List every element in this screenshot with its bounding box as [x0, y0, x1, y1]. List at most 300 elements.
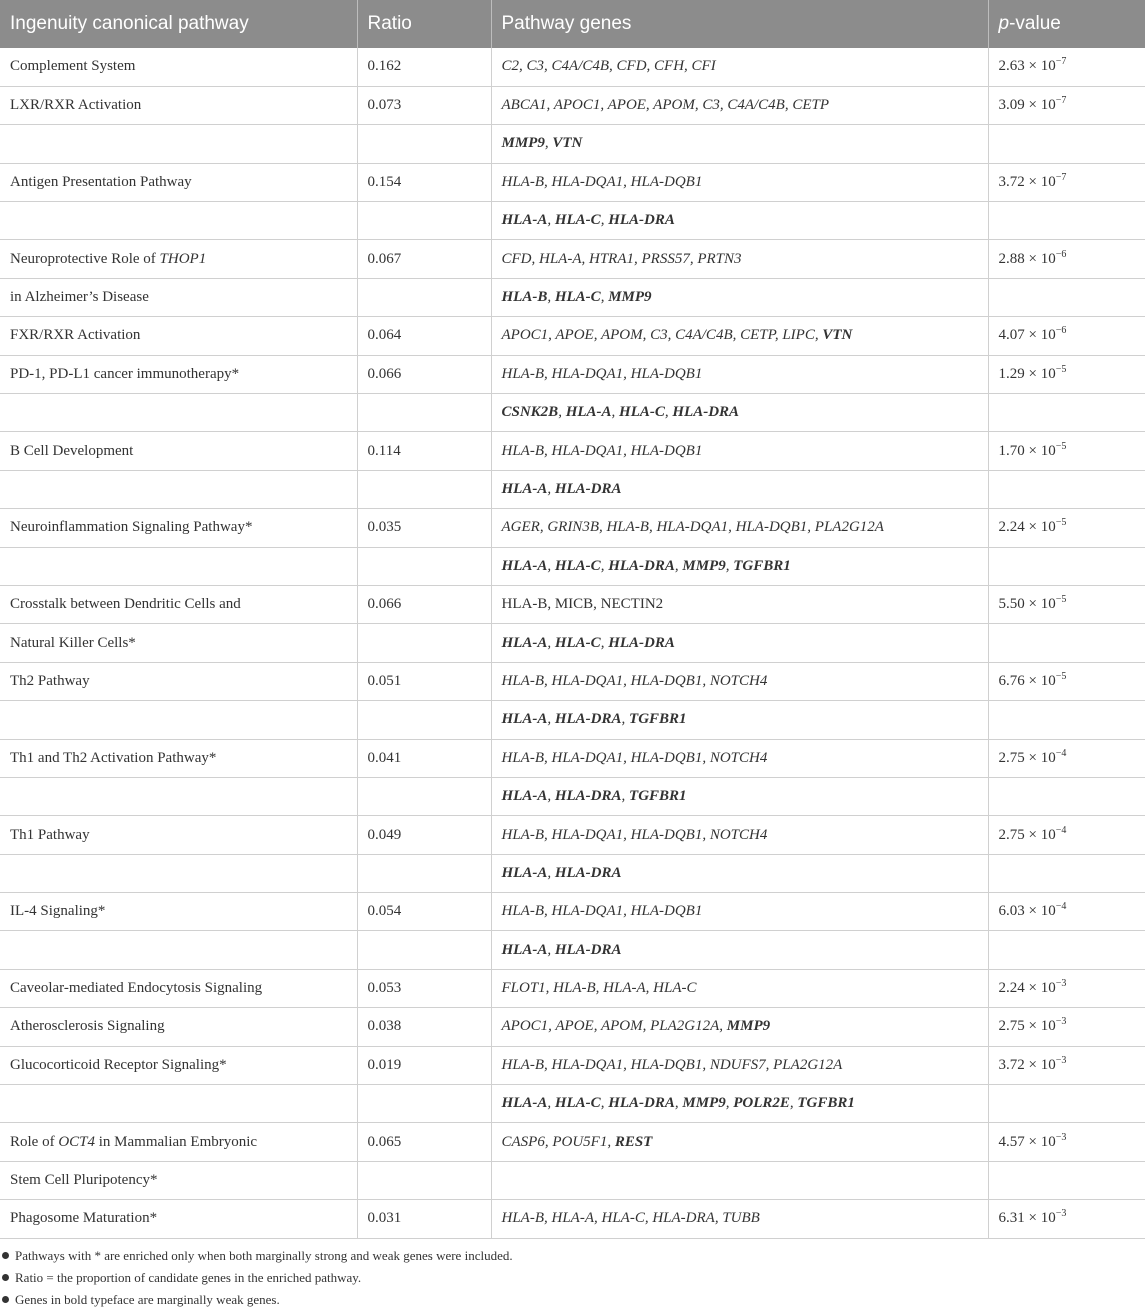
- pathway-name: Phagosome Maturation*: [10, 1210, 158, 1227]
- ratio-cell: 0.031: [357, 1200, 491, 1238]
- weak-gene: MMP9: [682, 557, 726, 574]
- table-row: [0, 1008, 1145, 1046]
- pathway-cell: [0, 1046, 357, 1084]
- pvalue-exponent: −5: [1055, 594, 1067, 606]
- ratio-cell: 0.019: [357, 1046, 491, 1084]
- gene: HLA-B, HLA-A, HLA-C, HLA-DRA, TUBB: [501, 1210, 760, 1227]
- header-pvalue-italic: p: [998, 13, 1010, 34]
- footnote-text: Pathways with * are enriched only when both marginally strong and weak genes were included.: [15, 1247, 513, 1263]
- weak-gene: HLA-DRA: [554, 480, 622, 497]
- weak-gene: HLA-C: [619, 404, 665, 421]
- pvalue-exponent: −3: [1055, 1016, 1067, 1028]
- genes-cell: [491, 163, 988, 201]
- ratio-cell: [357, 125, 491, 163]
- genes-cell: [491, 854, 988, 892]
- genes-cell: [491, 893, 988, 931]
- table-row: [0, 317, 1145, 355]
- gene: HLA-B, HLA-DQA1, HLA-DQB1, NOTCH4: [501, 826, 768, 843]
- ratio-cell: [357, 931, 491, 969]
- pvalue-cell: [988, 125, 1145, 163]
- gene: ,: [547, 864, 555, 881]
- gene: ,: [547, 289, 555, 306]
- table-row: [0, 969, 1145, 1007]
- pvalue-base: 5.50 × 10: [998, 596, 1056, 613]
- pvalue-base: 6.03 × 10: [998, 903, 1056, 920]
- bullet-icon: [2, 1274, 9, 1281]
- pvalue-base: 1.70 × 10: [998, 442, 1056, 459]
- gene: ,: [547, 634, 555, 651]
- ratio-cell: 0.065: [357, 1123, 491, 1161]
- pathway-cell: [0, 1085, 357, 1123]
- pvalue-exponent: −3: [1055, 978, 1067, 990]
- genes-cell: [491, 816, 988, 854]
- pvalue-exponent: −3: [1055, 1208, 1067, 1220]
- weak-gene: HLA-DRA: [554, 788, 622, 805]
- weak-gene: HLA-DRA: [672, 404, 740, 421]
- gene: ,: [674, 1095, 683, 1112]
- pvalue-base: 3.72 × 10: [998, 173, 1056, 190]
- pvalue-exponent: −4: [1055, 901, 1067, 913]
- gene: ,: [646, 58, 655, 75]
- genes-cell: [491, 777, 988, 815]
- gene: C3: [526, 58, 545, 75]
- table-row: [0, 470, 1145, 508]
- genes-cell: [491, 278, 988, 316]
- table-row: [0, 202, 1145, 240]
- pathway-gene-italic: THOP1: [159, 250, 207, 267]
- gene: ,: [789, 1095, 798, 1112]
- genes-cell: [491, 585, 988, 623]
- bullet-icon: [2, 1296, 9, 1303]
- header-pvalue-rest: -value: [1009, 13, 1061, 34]
- gene: CFI: [691, 58, 716, 75]
- pathway-name: Neuroinflammation Signaling Pathway*: [10, 519, 253, 536]
- genes-cell: [491, 1161, 988, 1199]
- pvalue-base: 4.07 × 10: [998, 327, 1056, 344]
- pathway-cell: [0, 125, 357, 163]
- weak-gene: HLA-A: [501, 212, 548, 229]
- weak-gene: HLA-B: [501, 289, 548, 306]
- weak-gene: MMP9: [682, 1095, 726, 1112]
- gene: ,: [558, 404, 566, 421]
- pvalue-exponent: −5: [1055, 670, 1067, 682]
- table-row: [0, 854, 1145, 892]
- gene: ,: [547, 711, 555, 728]
- table-row: [0, 1161, 1145, 1199]
- pvalue-cell: [988, 1200, 1145, 1238]
- pathway-name: Crosstalk between Dendritic Cells and: [10, 596, 241, 613]
- genes-cell: [491, 1200, 988, 1238]
- gene: HLA-B, MICB, NECTIN2: [501, 596, 664, 613]
- ratio-cell: 0.041: [357, 739, 491, 777]
- genes-cell: [491, 969, 988, 1007]
- pvalue-cell: [988, 86, 1145, 124]
- ratio-cell: [357, 701, 491, 739]
- weak-gene: HLA-DRA: [608, 212, 675, 229]
- genes-cell: [491, 240, 988, 278]
- weak-gene: HLA-C: [554, 289, 601, 306]
- pathway-name: Role of: [10, 1133, 59, 1150]
- pvalue-exponent: −4: [1055, 747, 1067, 759]
- table-row: [0, 777, 1145, 815]
- genes-cell: [491, 394, 988, 432]
- pvalue-cell: [988, 662, 1145, 700]
- pvalue-cell: [988, 547, 1145, 585]
- weak-gene: HLA-C: [554, 212, 601, 229]
- pvalue-cell: [988, 202, 1145, 240]
- gene: ,: [600, 289, 609, 306]
- weak-gene: HLA-C: [554, 557, 601, 574]
- gene: ,: [547, 788, 555, 805]
- genes-cell: [491, 739, 988, 777]
- pathway-name: PD-1, PD-L1 cancer immunotherapy*: [10, 365, 240, 382]
- pathway-gene-italic: OCT4: [58, 1133, 96, 1150]
- pathway-cell: [0, 48, 357, 86]
- table-row: [0, 662, 1145, 700]
- pathway-name: IL-4 Signaling*: [10, 903, 106, 920]
- pvalue-exponent: −3: [1055, 1131, 1067, 1143]
- pvalue-base: 2.24 × 10: [998, 519, 1056, 536]
- weak-gene: HLA-A: [501, 941, 548, 958]
- pvalue-base: 6.76 × 10: [998, 672, 1056, 689]
- pvalue-exponent: −5: [1055, 517, 1067, 529]
- pathway-cell: [0, 1123, 357, 1161]
- pathway-cell: [0, 969, 357, 1007]
- pathway-cell: [0, 701, 357, 739]
- pvalue-exponent: −7: [1055, 56, 1067, 68]
- pathway-name: FXR/RXR Activation: [10, 327, 141, 344]
- pathway-cell: [0, 202, 357, 240]
- table-row: [0, 394, 1145, 432]
- weak-gene: HLA-A: [501, 480, 548, 497]
- gene: ,: [544, 58, 552, 75]
- genes-cell: [491, 48, 988, 86]
- genes-cell: [491, 1123, 988, 1161]
- genes-cell: [491, 317, 988, 355]
- pathway-name-after: in Mammalian Embryonic: [95, 1133, 258, 1150]
- gene: HLA-B, HLA-DQA1, HLA-DQB1: [501, 903, 703, 920]
- table-row: [0, 547, 1145, 585]
- genes-cell: [491, 547, 988, 585]
- pathway-cell: [0, 893, 357, 931]
- gene: HLA-B, HLA-DQA1, HLA-DQB1: [501, 442, 703, 459]
- table-row: [0, 1200, 1145, 1238]
- weak-gene: VTN: [822, 327, 853, 344]
- pvalue-cell: [988, 355, 1145, 393]
- ratio-cell: [357, 470, 491, 508]
- gene: ,: [547, 557, 555, 574]
- gene: APOC1, APOE, APOM, PLA2G12A,: [501, 1018, 727, 1035]
- weak-gene: TGFBR1: [629, 788, 687, 805]
- pathway-name: Caveolar-mediated Endocytosis Signaling: [10, 980, 263, 997]
- footnote: [2, 1289, 1145, 1311]
- ratio-cell: 0.051: [357, 662, 491, 700]
- pathway-cell: [0, 816, 357, 854]
- weak-gene: MMP9: [501, 135, 545, 152]
- pvalue-cell: [988, 854, 1145, 892]
- weak-gene: REST: [614, 1133, 653, 1150]
- genes-cell: [491, 931, 988, 969]
- pvalue-cell: [988, 48, 1145, 86]
- table-row: [0, 931, 1145, 969]
- table-row: [0, 1046, 1145, 1084]
- gene: ,: [547, 941, 555, 958]
- table-row: [0, 816, 1145, 854]
- gene: HLA-B, HLA-DQA1, HLA-DQB1, NOTCH4: [501, 749, 768, 766]
- pathway-cell: [0, 509, 357, 547]
- table-row: [0, 240, 1145, 278]
- pathway-cell: [0, 394, 357, 432]
- genes-cell: [491, 125, 988, 163]
- pvalue-cell: [988, 509, 1145, 547]
- weak-gene: VTN: [552, 135, 583, 152]
- table-header-row: [0, 0, 1145, 48]
- table-row: [0, 163, 1145, 201]
- pvalue-cell: [988, 893, 1145, 931]
- ratio-cell: 0.038: [357, 1008, 491, 1046]
- table-row: [0, 701, 1145, 739]
- table-row: [0, 585, 1145, 623]
- gene: ,: [725, 1095, 734, 1112]
- ratio-cell: 0.049: [357, 816, 491, 854]
- weak-gene: HLA-A: [565, 404, 612, 421]
- weak-gene: CSNK2B: [501, 404, 559, 421]
- footnote: [2, 1267, 1145, 1289]
- gene: HLA-B, HLA-DQA1, HLA-DQB1: [501, 173, 703, 190]
- pathway-cell: [0, 854, 357, 892]
- gene: ,: [547, 1095, 555, 1112]
- pvalue-exponent: −7: [1055, 95, 1067, 107]
- pvalue-cell: [988, 1085, 1145, 1123]
- pvalue-cell: [988, 816, 1145, 854]
- pvalue-cell: [988, 1046, 1145, 1084]
- pathway-name: Stem Cell Pluripotency*: [10, 1172, 158, 1189]
- genes-cell: [491, 1008, 988, 1046]
- gene: C4A/C4B: [551, 58, 610, 75]
- ratio-cell: 0.067: [357, 240, 491, 278]
- pvalue-cell: [988, 317, 1145, 355]
- weak-gene: HLA-A: [501, 788, 548, 805]
- header-ratio: Ratio: [357, 0, 491, 48]
- gene: CFH: [654, 58, 685, 75]
- gene: ,: [600, 1095, 609, 1112]
- pvalue-exponent: −6: [1055, 248, 1067, 260]
- pvalue-cell: [988, 777, 1145, 815]
- genes-cell: [491, 1085, 988, 1123]
- ratio-cell: [357, 278, 491, 316]
- ratio-cell: 0.035: [357, 509, 491, 547]
- table-row: [0, 1123, 1145, 1161]
- pvalue-base: 2.75 × 10: [998, 826, 1056, 843]
- pvalue-cell: [988, 585, 1145, 623]
- pvalue-cell: [988, 1161, 1145, 1199]
- weak-gene: HLA-DRA: [554, 864, 622, 881]
- pvalue-base: 2.75 × 10: [998, 1018, 1056, 1035]
- ratio-cell: 0.053: [357, 969, 491, 1007]
- table-row: [0, 125, 1145, 163]
- weak-gene: HLA-DRA: [554, 711, 622, 728]
- bullet-icon: [2, 1252, 9, 1259]
- gene: ,: [611, 404, 620, 421]
- ratio-cell: [357, 202, 491, 240]
- table-row: [0, 432, 1145, 470]
- pvalue-base: 4.57 × 10: [998, 1133, 1056, 1150]
- ratio-cell: 0.073: [357, 86, 491, 124]
- table-row: [0, 48, 1145, 86]
- pathway-cell: [0, 163, 357, 201]
- pathway-cell: [0, 317, 357, 355]
- genes-cell: [491, 1046, 988, 1084]
- gene: ,: [684, 58, 692, 75]
- gene: AGER, GRIN3B, HLA-B, HLA-DQA1, HLA-DQB1, PLA2G12A: [501, 519, 884, 536]
- gene: ,: [544, 135, 553, 152]
- table-row: [0, 893, 1145, 931]
- weak-gene: HLA-A: [501, 864, 548, 881]
- gene: ,: [547, 212, 555, 229]
- pvalue-exponent: −5: [1055, 440, 1067, 452]
- pvalue-base: 3.72 × 10: [998, 1056, 1056, 1073]
- pathway-name: Neuroprotective Role of: [10, 250, 160, 267]
- pvalue-cell: [988, 278, 1145, 316]
- genes-cell: [491, 509, 988, 547]
- gene: CFD, HLA-A, HTRA1, PRSS57, PRTN3: [501, 250, 742, 267]
- pathway-cell: [0, 662, 357, 700]
- ratio-cell: [357, 547, 491, 585]
- gene: FLOT1, HLA-B, HLA-A, HLA-C: [501, 980, 697, 997]
- genes-cell: [491, 202, 988, 240]
- ratio-cell: [357, 394, 491, 432]
- pathway-cell: [0, 1161, 357, 1199]
- pathway-cell: [0, 585, 357, 623]
- genes-cell: [491, 624, 988, 662]
- gene: ,: [600, 634, 609, 651]
- pathway-cell: [0, 355, 357, 393]
- gene: ,: [547, 480, 555, 497]
- footnote: [2, 1245, 1145, 1267]
- genes-cell: [491, 355, 988, 393]
- genes-cell: [491, 86, 988, 124]
- pathway-cell: [0, 931, 357, 969]
- pvalue-base: 3.09 × 10: [998, 97, 1056, 114]
- genes-cell: [491, 701, 988, 739]
- gene: CASP6, POU5F1,: [501, 1133, 615, 1150]
- gene: ,: [674, 557, 683, 574]
- gene: HLA-B, HLA-DQA1, HLA-DQB1: [501, 365, 703, 382]
- table-row: [0, 739, 1145, 777]
- weak-gene: HLA-C: [554, 1095, 601, 1112]
- pathway-name: Natural Killer Cells*: [10, 634, 136, 651]
- footnote-text: Genes in bold typeface are marginally weak genes.: [15, 1291, 280, 1307]
- pvalue-cell: [988, 969, 1145, 1007]
- table-row: [0, 355, 1145, 393]
- gene: ,: [621, 711, 630, 728]
- weak-gene: HLA-DRA: [608, 634, 675, 651]
- header-genes: Pathway genes: [491, 0, 988, 48]
- pvalue-cell: [988, 701, 1145, 739]
- table-row: [0, 278, 1145, 316]
- weak-gene: HLA-A: [501, 711, 548, 728]
- gene: ,: [600, 557, 609, 574]
- weak-gene: HLA-DRA: [554, 941, 622, 958]
- weak-gene: HLA-A: [501, 557, 548, 574]
- ratio-cell: [357, 777, 491, 815]
- gene: CFD: [616, 58, 647, 75]
- weak-gene: MMP9: [726, 1018, 771, 1035]
- pathway-name: in Alzheimer’s Disease: [10, 289, 149, 306]
- pathway-name: Th2 Pathway: [10, 672, 90, 689]
- ratio-cell: 0.054: [357, 893, 491, 931]
- pathway-cell: [0, 470, 357, 508]
- gene: ,: [519, 58, 527, 75]
- gene: ,: [600, 212, 609, 229]
- ratio-cell: 0.154: [357, 163, 491, 201]
- header-pvalue: [988, 0, 1145, 48]
- pvalue-exponent: −3: [1055, 1054, 1067, 1066]
- pathway-cell: [0, 240, 357, 278]
- gene: APOC1, APOE, APOM, C3, C4A/C4B, CETP, LIPC,: [501, 327, 823, 344]
- ratio-cell: 0.162: [357, 48, 491, 86]
- gene: ,: [725, 557, 734, 574]
- pvalue-cell: [988, 163, 1145, 201]
- ratio-cell: 0.066: [357, 355, 491, 393]
- ratio-cell: [357, 1161, 491, 1199]
- table-row: [0, 86, 1145, 124]
- gene: ,: [609, 58, 617, 75]
- pathway-name: Th1 and Th2 Activation Pathway*: [10, 749, 217, 766]
- weak-gene: TGFBR1: [733, 557, 791, 574]
- ratio-cell: 0.114: [357, 432, 491, 470]
- table-row: [0, 509, 1145, 547]
- pvalue-cell: [988, 1008, 1145, 1046]
- weak-gene: HLA-A: [501, 634, 548, 651]
- ratio-cell: 0.066: [357, 585, 491, 623]
- pathway-cell: [0, 547, 357, 585]
- weak-gene: MMP9: [608, 289, 652, 306]
- gene: HLA-B, HLA-DQA1, HLA-DQB1, NDUFS7, PLA2G12A: [501, 1056, 843, 1073]
- pvalue-base: 2.24 × 10: [998, 980, 1056, 997]
- weak-gene: HLA-A: [501, 1095, 548, 1112]
- table-row: [0, 1085, 1145, 1123]
- pvalue-cell: [988, 394, 1145, 432]
- pathway-cell: [0, 1200, 357, 1238]
- pathway-cell: [0, 1008, 357, 1046]
- pvalue-cell: [988, 432, 1145, 470]
- footnotes: [0, 1239, 1145, 1311]
- pvalue-cell: [988, 1123, 1145, 1161]
- weak-gene: TGFBR1: [629, 711, 687, 728]
- pathway-cell: [0, 278, 357, 316]
- genes-cell: [491, 470, 988, 508]
- pathway-cell: [0, 777, 357, 815]
- pvalue-base: 2.63 × 10: [998, 58, 1056, 75]
- gene: HLA-B, HLA-DQA1, HLA-DQB1, NOTCH4: [501, 672, 768, 689]
- pvalue-exponent: −4: [1055, 824, 1067, 836]
- table-row: [0, 624, 1145, 662]
- pathway-name: B Cell Development: [10, 442, 134, 459]
- gene: C2: [501, 58, 520, 75]
- pvalue-base: 6.31 × 10: [998, 1210, 1056, 1227]
- pvalue-exponent: −7: [1055, 171, 1067, 183]
- pathway-cell: [0, 432, 357, 470]
- ratio-cell: [357, 1085, 491, 1123]
- ratio-cell: 0.064: [357, 317, 491, 355]
- gene: ABCA1, APOC1, APOE, APOM, C3, C4A/C4B, CETP: [501, 97, 829, 114]
- header-pathway: Ingenuity canonical pathway: [0, 0, 357, 48]
- weak-gene: HLA-DRA: [608, 557, 675, 574]
- gene: ,: [621, 788, 630, 805]
- weak-gene: TGFBR1: [797, 1095, 855, 1112]
- pathway-name: LXR/RXR Activation: [10, 97, 142, 114]
